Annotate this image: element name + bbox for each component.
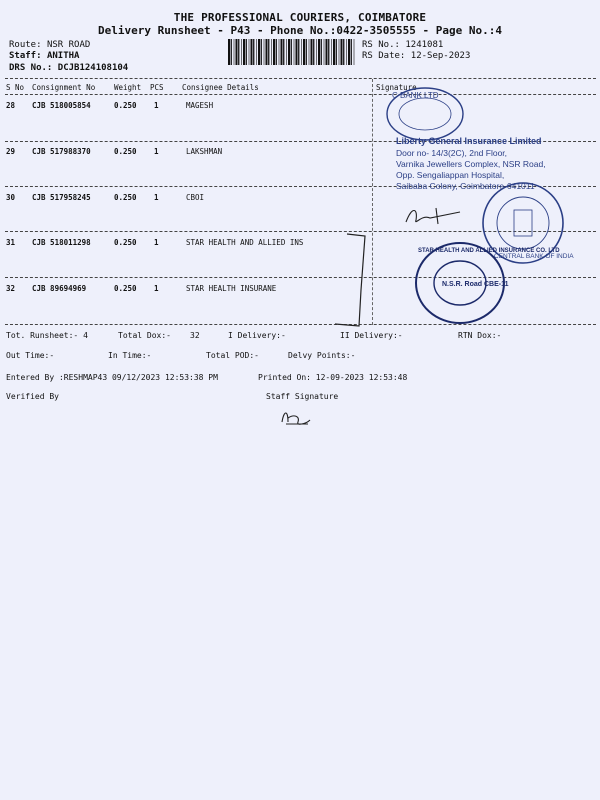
row-consignment: CJB 518005854 bbox=[32, 101, 91, 110]
row-pcs: 1 bbox=[154, 193, 159, 202]
col-pcs: PCS bbox=[150, 83, 164, 92]
barcode bbox=[228, 39, 354, 65]
total-pod: Total POD:- bbox=[206, 351, 259, 360]
ii-delivery: II Delivery:- bbox=[340, 331, 403, 340]
entered-by: Entered By :RESHMAP43 09/12/2023 12:53:38 PM bbox=[6, 373, 218, 382]
svg-text:STAR HEALTH AND ALLIED INSURAN: STAR HEALTH AND ALLIED INSURANCE CO. LTD bbox=[418, 248, 560, 254]
col-signature: Signature bbox=[376, 83, 417, 92]
row-sno: 29 bbox=[6, 147, 16, 156]
runsheet-title: Delivery Runsheet - P43 - Phone No.:0422-3505555 - Page No.:4 bbox=[98, 24, 502, 37]
row-consignee: STAR HEALTH AND ALLIED INS bbox=[186, 238, 304, 247]
row-sno: 31 bbox=[6, 238, 16, 247]
in-time: In Time:- bbox=[108, 351, 152, 360]
row-pcs: 1 bbox=[154, 101, 159, 110]
liberty-line-5: Saibaba Colony, Coimbatore-641011 bbox=[396, 181, 535, 191]
delvy-points: Delvy Points:- bbox=[288, 351, 356, 360]
printed-on: Printed On: 12-09-2023 12:53:48 bbox=[258, 373, 408, 382]
bracket-mark bbox=[325, 230, 375, 330]
header-bottom-rule bbox=[5, 94, 596, 95]
i-delivery: I Delivery:- bbox=[228, 331, 286, 340]
row-pcs: 1 bbox=[154, 147, 159, 156]
row-sno: 28 bbox=[6, 101, 16, 110]
liberty-line-1: Liberty General Insurance Limited bbox=[396, 136, 542, 146]
col-sno: S No bbox=[6, 83, 25, 92]
row-consignment: CJB 518011298 bbox=[32, 238, 91, 247]
table-top-rule bbox=[5, 78, 596, 79]
rtn-dox: RTN Dox:- bbox=[458, 331, 502, 340]
staff-line: Staff: ANITHA bbox=[9, 51, 80, 61]
total-dox-value: 32 bbox=[190, 331, 200, 340]
staff-signature-label: Staff Signature bbox=[266, 392, 339, 401]
drs-line: DRS No.: DCJB124108104 bbox=[9, 63, 129, 73]
tot-runsheet: Tot. Runsheet:- 4 bbox=[6, 331, 88, 340]
total-dox-label: Total Dox:- bbox=[118, 331, 171, 340]
company-title: THE PROFESSIONAL COURIERS, COIMBATORE bbox=[173, 11, 427, 24]
rs-date-line: RS Date: 12-Sep-2023 bbox=[362, 51, 471, 61]
row-consignee: LAKSHMAN bbox=[186, 147, 223, 156]
row-weight: 0.250 bbox=[114, 193, 137, 202]
row-sno: 32 bbox=[6, 284, 16, 293]
liberty-line-2: Door no- 14/3(2C), 2nd Floor, bbox=[396, 148, 508, 158]
row-consignment: CJB 517988370 bbox=[32, 147, 91, 156]
row-sno: 30 bbox=[6, 193, 16, 202]
row-consignee: CBOI bbox=[186, 193, 205, 202]
row-consignee: MAGESH bbox=[186, 101, 214, 110]
col-weight: Weight bbox=[114, 83, 142, 92]
route-line: Route: NSR ROAD bbox=[9, 40, 91, 50]
row-consignment: CJB 517958245 bbox=[32, 193, 91, 202]
svg-text:C BANK LTD: C BANK LTD bbox=[392, 91, 439, 100]
staff-signature-scribble bbox=[278, 406, 314, 428]
liberty-line-3: Varnika Jewellers Complex, NSR Road, bbox=[396, 159, 546, 169]
verified-by: Verified By bbox=[6, 392, 59, 401]
col-consignment: Consignment No bbox=[32, 83, 96, 92]
liberty-line-4: Opp. Sengaliappan Hospital, bbox=[396, 170, 505, 180]
svg-text:CENTRAL BANK OF INDIA: CENTRAL BANK OF INDIA bbox=[494, 253, 574, 260]
row-pcs: 1 bbox=[154, 238, 159, 247]
row-pcs: 1 bbox=[154, 284, 159, 293]
row-weight: 0.250 bbox=[114, 284, 137, 293]
row-consignee: STAR HEALTH INSURANE bbox=[186, 284, 277, 293]
row-weight: 0.250 bbox=[114, 147, 137, 156]
row-consignment: CJB 89694969 bbox=[32, 284, 87, 293]
out-time: Out Time:- bbox=[6, 351, 55, 360]
signature-scribble bbox=[400, 200, 480, 230]
row-weight: 0.250 bbox=[114, 101, 137, 110]
rs-no-line: RS No.: 1241081 bbox=[362, 40, 444, 50]
col-consignee: Consignee Details bbox=[182, 83, 259, 92]
row-weight: 0.250 bbox=[114, 238, 137, 247]
svg-text:N.S.R. Road CBE-11: N.S.R. Road CBE-11 bbox=[442, 281, 509, 288]
